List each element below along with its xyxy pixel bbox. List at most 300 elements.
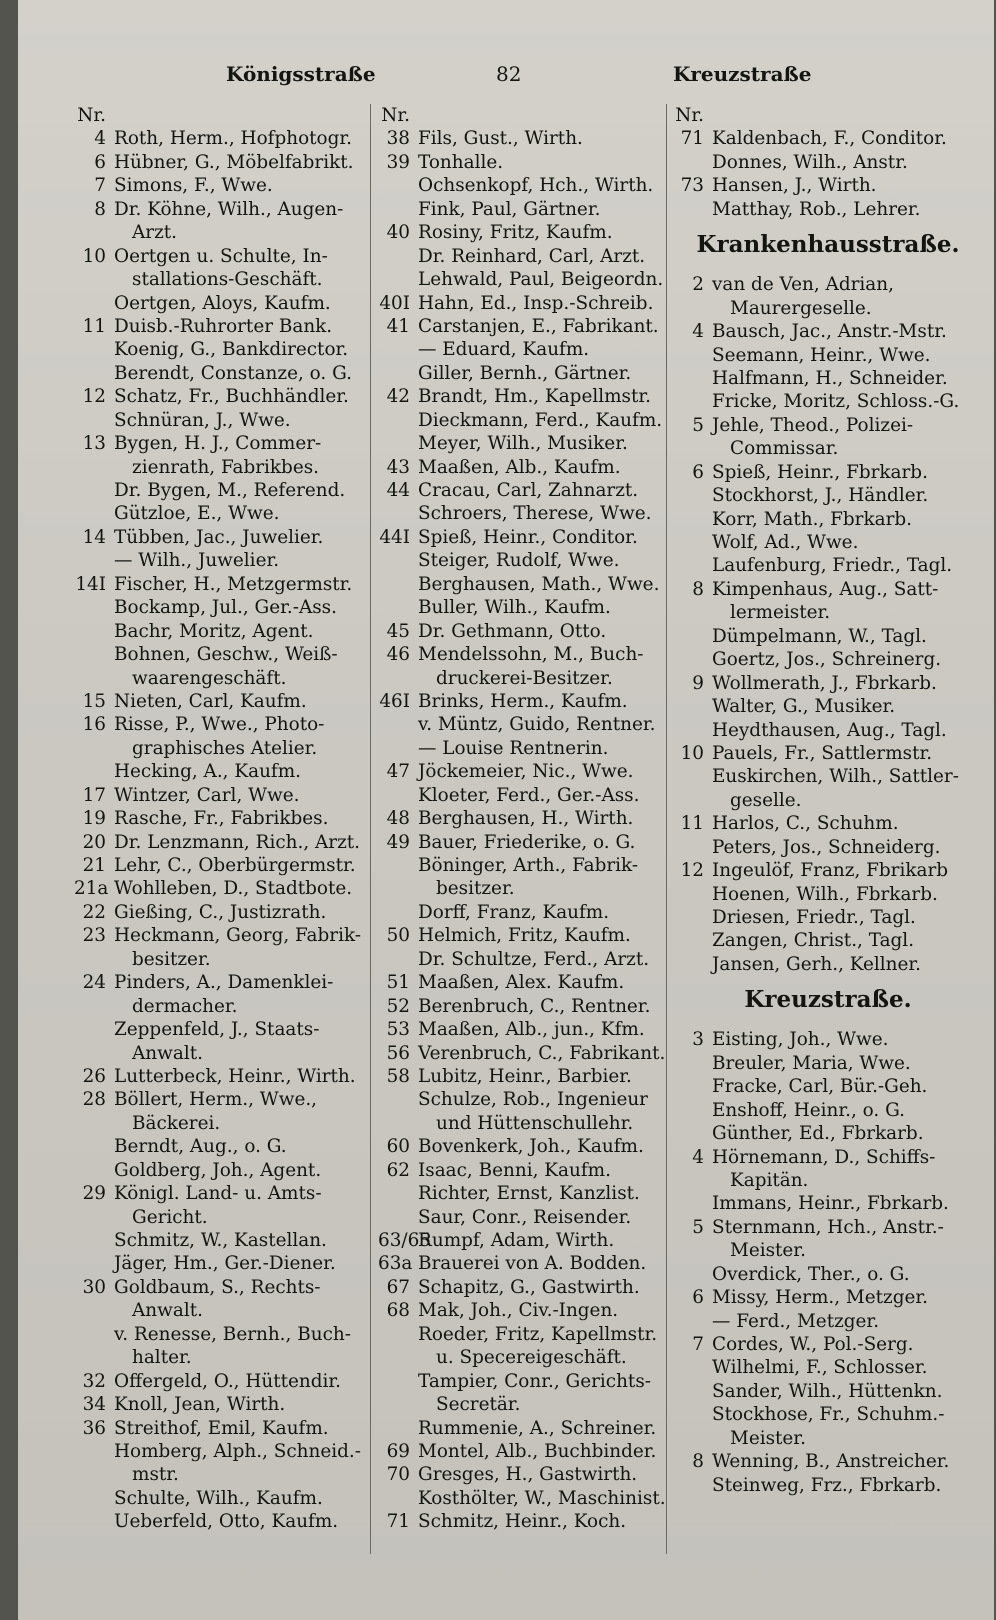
house-number xyxy=(74,1323,114,1346)
house-number xyxy=(74,362,114,385)
directory-entry xyxy=(74,1065,374,1088)
house-number xyxy=(74,948,114,971)
entry-text: Berendt, Constanze, o. G. xyxy=(114,362,352,384)
entry-text: Roeder, Fritz, Kapellmstr. xyxy=(418,1323,658,1345)
entry-text: Meister. xyxy=(730,1240,806,1262)
directory-entry xyxy=(672,1310,984,1333)
entry-text: Wollmerath, J., Fbrkarb. xyxy=(712,672,937,694)
entry-text: Fricke, Moritz, Schloss.-G. xyxy=(712,391,960,413)
directory-entry xyxy=(672,1052,984,1075)
directory-entry xyxy=(378,1510,678,1533)
house-number: 48 xyxy=(386,808,410,830)
directory-entry xyxy=(672,1239,984,1262)
entry-text: Dr. Gethmann, Otto. xyxy=(418,620,607,642)
entry-text: Offergeld, O., Hüttendir. xyxy=(114,1370,342,1392)
house-number xyxy=(378,245,418,268)
house-number xyxy=(672,648,712,671)
page-header xyxy=(18,62,994,92)
directory-entry xyxy=(378,643,678,666)
directory-entry xyxy=(378,526,678,549)
entry-text: Breuler, Maria, Wwe. xyxy=(712,1052,911,1074)
house-number xyxy=(74,1159,114,1182)
directory-entry xyxy=(74,807,374,830)
directory-entry xyxy=(378,948,678,971)
entry-text: Wolf, Ad., Wwe. xyxy=(712,532,859,553)
house-number xyxy=(672,883,712,906)
house-number: 40 xyxy=(386,222,410,244)
directory-entry xyxy=(378,315,678,338)
house-number: 7 xyxy=(692,1334,704,1355)
directory-entry xyxy=(672,672,984,695)
house-number xyxy=(74,409,114,432)
directory-entry xyxy=(74,667,374,690)
house-number xyxy=(672,390,712,413)
directory-entry xyxy=(74,971,374,994)
house-number xyxy=(672,1122,712,1145)
entry-text: Harlos, C., Schuhm. xyxy=(712,813,899,835)
entry-text: Buller, Wilh., Kaufm. xyxy=(418,597,611,619)
directory-entry xyxy=(672,1099,984,1122)
directory-entry xyxy=(672,484,984,507)
entry-text: Bausch, Jac., Anstr.-Mstr. xyxy=(712,321,947,343)
directory-entry xyxy=(672,1122,984,1145)
entry-text: Berenbruch, C., Rentner. xyxy=(418,995,651,1017)
house-number xyxy=(378,1182,418,1205)
entry-text: Königl. Land- u. Amts- xyxy=(114,1183,322,1205)
directory-entry xyxy=(378,1042,678,1065)
house-number: 22 xyxy=(82,901,106,923)
entry-text: Dr. Bygen, M., Referend. xyxy=(114,480,346,501)
house-number: 9 xyxy=(692,672,704,694)
directory-entry xyxy=(672,883,984,906)
house-number xyxy=(74,1135,114,1158)
house-number: 11 xyxy=(680,813,704,835)
directory-entry xyxy=(74,362,374,385)
entry-text: u. Specereigeschäft. xyxy=(436,1347,627,1369)
house-number: 58 xyxy=(386,1065,410,1087)
house-number xyxy=(672,1075,712,1098)
directory-entry xyxy=(74,1276,374,1299)
directory-entry xyxy=(672,1450,984,1473)
house-number xyxy=(672,344,712,367)
directory-entry xyxy=(672,742,984,765)
directory-entry xyxy=(74,479,374,502)
house-number: 14 xyxy=(82,526,106,548)
entry-text: Sander, Wilh., Hüttenkn. xyxy=(712,1380,943,1402)
house-number xyxy=(672,1263,712,1286)
entry-text: Zangen, Christ., Tagl. xyxy=(712,930,915,952)
entry-text: Tübben, Jac., Juwelier. xyxy=(114,526,324,548)
directory-entry xyxy=(378,1487,678,1510)
house-number: 68 xyxy=(386,1300,410,1322)
entry-text: Montel, Alb., Buchbinder. xyxy=(418,1440,657,1462)
entry-text: Lehwald, Paul, Beigeordn. xyxy=(418,269,664,291)
entry-text: druckerei-Besitzer. xyxy=(436,667,613,689)
directory-entry xyxy=(74,198,374,221)
directory-entry xyxy=(74,1018,374,1041)
house-number: 38 xyxy=(386,128,410,150)
house-number: 21 xyxy=(82,855,106,876)
house-number xyxy=(672,695,712,718)
entry-text: Hahn, Ed., Insp.-Schreib. xyxy=(418,292,654,314)
directory-entry xyxy=(378,221,678,244)
directory-entry xyxy=(672,127,984,150)
directory-entry xyxy=(74,1417,374,1440)
directory-entry xyxy=(74,1463,374,1486)
entry-text: Isaac, Benni, Kaufm. xyxy=(418,1159,611,1181)
directory-entry xyxy=(378,737,678,760)
house-number: 47 xyxy=(386,761,410,783)
directory-entry xyxy=(672,1286,984,1309)
house-number xyxy=(74,667,114,690)
house-number: 44I xyxy=(379,526,410,548)
entry-text: Helmich, Fritz, Kaufm. xyxy=(418,925,631,947)
directory-entry xyxy=(378,1206,678,1229)
entry-text: dermacher. xyxy=(132,995,238,1017)
directory-entry xyxy=(74,1088,374,1111)
house-number xyxy=(378,1417,418,1440)
entry-text: Roth, Herm., Hofphotogr. xyxy=(114,128,352,150)
directory-entry xyxy=(672,414,984,437)
entry-text: Schulze, Rob., Ingenieur xyxy=(418,1089,648,1111)
directory-entry xyxy=(378,667,678,690)
entry-text: Maaßen, Alb., jun., Kfm. xyxy=(418,1019,645,1041)
house-number: 30 xyxy=(82,1276,106,1298)
house-number xyxy=(74,1042,114,1065)
entry-text: Peters, Jos., Schneiderg. xyxy=(712,836,941,858)
entry-text: Maurergeselle. xyxy=(730,297,872,319)
house-number: 4 xyxy=(692,1146,704,1168)
house-number: 6 xyxy=(692,461,704,483)
house-number xyxy=(74,1112,114,1135)
directory-entry xyxy=(672,1146,984,1169)
entry-text: Dr. Lenzmann, Rich., Arzt. xyxy=(114,831,361,853)
directory-entry xyxy=(74,1346,374,1369)
house-number: 2 xyxy=(692,274,704,296)
house-number: 4 xyxy=(94,128,106,150)
entry-text: Koenig, G., Bankdirector. xyxy=(114,339,349,361)
directory-entry xyxy=(378,971,678,994)
house-number: 15 xyxy=(82,690,106,712)
house-number xyxy=(378,268,418,291)
house-number: 44 xyxy=(386,480,410,501)
house-number xyxy=(672,906,712,929)
directory-entry xyxy=(672,390,984,413)
directory-entry xyxy=(378,198,678,221)
entry-text: — Eduard, Kaufm. xyxy=(418,339,590,361)
house-number xyxy=(74,1018,114,1041)
entry-text: Commissar. xyxy=(730,438,839,460)
house-number xyxy=(74,1510,114,1533)
house-number xyxy=(74,737,114,760)
entry-text: graphisches Atelier. xyxy=(132,737,318,759)
directory-entry xyxy=(672,812,984,835)
directory-entry xyxy=(672,1263,984,1286)
entry-text: Bauer, Friederike, o. G. xyxy=(418,831,636,853)
entry-text: Jehle, Theod., Polizei- xyxy=(712,414,914,436)
house-number: 46I xyxy=(379,690,410,712)
directory-entry xyxy=(378,1018,678,1041)
entry-text: Böninger, Arth., Fabrik- xyxy=(418,855,639,876)
entry-text: Schmitz, Heinr., Koch. xyxy=(418,1511,627,1533)
house-number xyxy=(672,531,712,554)
house-number: 20 xyxy=(82,831,106,853)
directory-entry xyxy=(74,385,374,408)
entry-text: van de Ven, Adrian, xyxy=(712,274,894,296)
directory-entry xyxy=(672,1216,984,1239)
entry-text: Stockhose, Fr., Schuhm.- xyxy=(712,1404,945,1426)
directory-entry xyxy=(672,625,984,648)
house-number: Nr. xyxy=(381,105,410,126)
entry-text: Maaßen, Alex. Kaufm. xyxy=(418,972,625,994)
house-number xyxy=(672,719,712,742)
house-number: 69 xyxy=(386,1440,410,1462)
column-1 xyxy=(74,104,374,1534)
directory-entry xyxy=(378,1417,678,1440)
directory-entry xyxy=(74,432,374,455)
entry-text: Homberg, Alph., Schneid.- xyxy=(114,1440,361,1462)
house-number xyxy=(672,508,712,531)
directory-entry xyxy=(672,1403,984,1426)
house-number: 34 xyxy=(82,1394,106,1416)
house-number xyxy=(74,479,114,502)
entry-text: Kloeter, Ferd., Ger.-Ass. xyxy=(418,784,640,806)
directory-entry xyxy=(74,104,374,127)
house-number: 7 xyxy=(94,175,106,197)
directory-entry xyxy=(672,198,984,221)
house-number xyxy=(378,573,418,596)
header-street-right: Kreuzstraße xyxy=(673,62,812,86)
entry-text: halter. xyxy=(132,1347,192,1369)
entry-text: Risse, P., Wwe., Photo- xyxy=(114,714,325,736)
entry-text: Dümpelmann, W., Tagl. xyxy=(712,625,927,647)
house-number xyxy=(74,596,114,619)
directory-entry xyxy=(74,643,374,666)
entry-text: Hansen, J., Wirth. xyxy=(712,175,877,197)
directory-entry xyxy=(74,877,374,900)
house-number xyxy=(74,1252,114,1275)
directory-entry xyxy=(378,432,678,455)
house-number: 21a xyxy=(74,878,109,900)
directory-entry xyxy=(672,1427,984,1450)
house-number xyxy=(378,198,418,221)
entry-text: — Louise Rentnerin. xyxy=(418,737,609,759)
directory-entry xyxy=(378,292,678,315)
directory-entry xyxy=(378,1182,678,1205)
entry-text: Goertz, Jos., Schreinerg. xyxy=(712,649,942,671)
entry-text: Berndt, Aug., o. G. xyxy=(114,1136,287,1158)
house-number xyxy=(378,174,418,197)
house-number xyxy=(378,409,418,432)
house-number: 60 xyxy=(386,1136,410,1158)
entry-text: Halfmann, H., Schneider. xyxy=(712,367,948,389)
page-number: 82 xyxy=(496,62,522,86)
directory-entry xyxy=(672,953,984,976)
entry-text: Fischer, H., Metzgermstr. xyxy=(114,573,353,595)
directory-entry xyxy=(378,104,678,127)
directory-entry xyxy=(378,713,678,736)
entry-text: Tonhalle. xyxy=(418,151,504,173)
directory-entry xyxy=(74,409,374,432)
entry-text: Wilhelmi, F., Schlosser. xyxy=(712,1357,928,1379)
street-title: Krankenhausstraße. xyxy=(696,231,960,259)
house-number xyxy=(378,549,418,572)
house-number xyxy=(672,1474,712,1497)
entry-text: Gützloe, E., Wwe. xyxy=(114,503,280,525)
house-number: 11 xyxy=(82,315,106,337)
house-number: 10 xyxy=(680,742,704,764)
directory-entry xyxy=(74,1159,374,1182)
house-number: 16 xyxy=(82,714,106,736)
entry-text: Dieckmann, Ferd., Kaufm. xyxy=(418,409,663,431)
directory-entry xyxy=(378,268,678,291)
directory-entry xyxy=(378,1065,678,1088)
house-number xyxy=(378,1323,418,1346)
house-number: 4 xyxy=(692,321,704,343)
entry-text: Korr, Math., Fbrkarb. xyxy=(712,508,912,530)
house-number: 50 xyxy=(386,925,410,947)
directory-entry xyxy=(74,1252,374,1275)
directory-entry xyxy=(74,924,374,947)
directory-entry xyxy=(672,104,984,127)
house-number xyxy=(74,1346,114,1369)
house-number: 5 xyxy=(692,414,704,436)
house-number xyxy=(672,1169,712,1192)
entry-text: Brandt, Hm., Kapellmstr. xyxy=(418,386,651,408)
directory-entry xyxy=(378,127,678,150)
house-number xyxy=(672,1239,712,1262)
entry-text: Verenbruch, C., Fabrikant. xyxy=(418,1042,666,1064)
directory-entry xyxy=(672,789,984,812)
house-number: 49 xyxy=(386,831,410,853)
house-number: 13 xyxy=(82,433,106,455)
house-number: 36 xyxy=(82,1417,106,1439)
house-number: 6 xyxy=(692,1287,704,1309)
entry-text: Dorff, Franz, Kaufm. xyxy=(418,901,610,923)
directory-entry xyxy=(672,859,984,882)
entry-text: Berghausen, H., Wirth. xyxy=(418,808,634,830)
directory-entry xyxy=(378,1463,678,1486)
directory-entry xyxy=(378,1370,678,1393)
directory-entry xyxy=(74,948,374,971)
entry-text: Schmitz, W., Kastellan. xyxy=(114,1230,327,1251)
house-number: 71 xyxy=(680,128,704,150)
directory-entry xyxy=(672,344,984,367)
entry-text: Secretär. xyxy=(436,1394,521,1416)
entry-text: Carstanjen, E., Fabrikant. xyxy=(418,315,659,337)
entry-text: Dr. Reinhard, Carl, Arzt. xyxy=(418,245,646,267)
house-number xyxy=(378,1088,418,1111)
directory-entry xyxy=(672,836,984,859)
house-number: 70 xyxy=(386,1464,410,1486)
entry-text: Enshoff, Heinr., o. G. xyxy=(712,1099,906,1121)
street-title: Kreuzstraße. xyxy=(744,986,912,1014)
house-number xyxy=(672,437,712,460)
house-number xyxy=(672,1403,712,1426)
directory-entry xyxy=(378,854,678,877)
entry-text: Hoenen, Wilh., Fbrkarb. xyxy=(712,883,938,905)
house-number xyxy=(672,929,712,952)
entry-text: v. Renesse, Bernh., Buch- xyxy=(114,1323,351,1345)
house-number: 71 xyxy=(386,1511,410,1533)
house-number: 29 xyxy=(82,1183,106,1205)
entry-text: Dr. Köhne, Wilh., Augen- xyxy=(114,198,344,220)
directory-entry xyxy=(74,456,374,479)
entry-text: Meyer, Wilh., Musiker. xyxy=(418,433,628,455)
entry-text: Streithof, Emil, Kaufm. xyxy=(114,1417,329,1439)
entry-text: Anwalt. xyxy=(132,1042,203,1064)
entry-text: Jansen, Gerh., Kellner. xyxy=(712,953,922,975)
entry-text: Kapitän. xyxy=(730,1169,809,1191)
directory-entry xyxy=(672,554,984,577)
directory-entry xyxy=(378,362,678,385)
house-number xyxy=(74,995,114,1018)
entry-text: Schapitz, G., Gastwirth. xyxy=(418,1276,640,1298)
entry-text: Goldbaum, S., Rechts- xyxy=(114,1276,321,1298)
house-number: 67 xyxy=(386,1276,410,1298)
house-number: 24 xyxy=(82,972,106,994)
directory-entry xyxy=(378,1299,678,1322)
entry-text: Steiger, Rudolf, Wwe. xyxy=(418,550,620,572)
entry-text: Meister. xyxy=(730,1427,806,1449)
directory-entry xyxy=(378,1276,678,1299)
column-3 xyxy=(672,104,984,1497)
house-number xyxy=(672,836,712,859)
entry-text xyxy=(114,104,374,127)
house-number xyxy=(378,596,418,619)
house-number: 12 xyxy=(82,386,106,408)
house-number xyxy=(74,456,114,479)
directory-entry xyxy=(74,1182,374,1205)
house-number: 73 xyxy=(680,175,704,197)
directory-entry xyxy=(74,1370,374,1393)
directory-entry xyxy=(378,901,678,924)
entry-text: Rosiny, Fritz, Kaufm. xyxy=(418,222,613,244)
house-number: 42 xyxy=(386,386,410,408)
directory-entry xyxy=(74,292,374,315)
entry-text: Rumpf, Adam, Wirth. xyxy=(418,1230,615,1251)
entry-text: Anwalt. xyxy=(132,1300,203,1322)
entry-text: Schulte, Wilh., Kaufm. xyxy=(114,1487,323,1509)
directory-entry xyxy=(74,1510,374,1533)
entry-text: zienrath, Fabrikbes. xyxy=(132,456,319,478)
directory-entry xyxy=(672,695,984,718)
house-number xyxy=(672,1310,712,1333)
directory-entry xyxy=(378,596,678,619)
directory-entry xyxy=(74,221,374,244)
directory-entry xyxy=(672,273,984,296)
directory-entry xyxy=(74,174,374,197)
house-number: 19 xyxy=(82,808,106,830)
house-number xyxy=(378,362,418,385)
house-number xyxy=(74,1463,114,1486)
house-number xyxy=(74,268,114,291)
entry-text: und Hüttenschullehr. xyxy=(436,1112,634,1134)
directory-entry xyxy=(74,1299,374,1322)
entry-text: Mendelssohn, M., Buch- xyxy=(418,644,644,666)
directory-entry xyxy=(672,508,984,531)
entry-text: Matthay, Rob., Lehrer. xyxy=(712,198,921,220)
directory-entry xyxy=(672,765,984,788)
house-number xyxy=(378,1487,418,1510)
house-number: 63/65 xyxy=(378,1230,431,1251)
directory-entry xyxy=(378,620,678,643)
entry-text: Kimpenhaus, Aug., Satt- xyxy=(712,578,939,600)
house-number: Nr. xyxy=(675,105,704,126)
entry-text: Hörnemann, D., Schiffs- xyxy=(712,1146,936,1168)
house-number xyxy=(74,502,114,525)
entry-text: Walter, G., Musiker. xyxy=(712,696,896,718)
